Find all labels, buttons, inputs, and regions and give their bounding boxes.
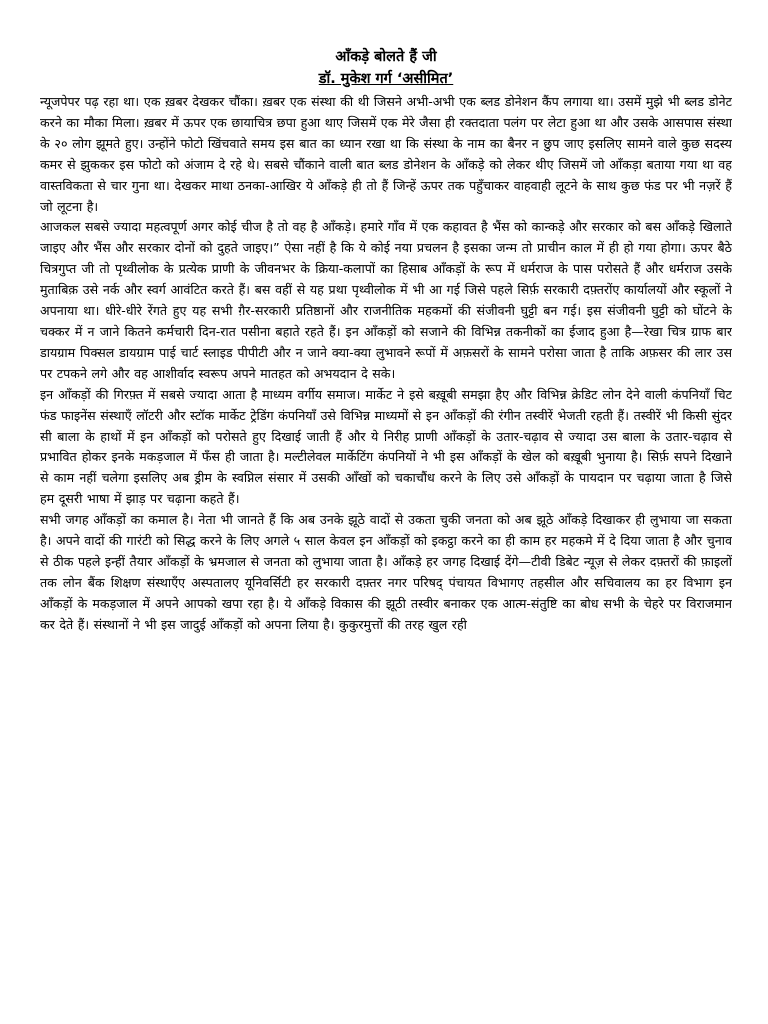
article-title: आँकड़े बोलते हैं जी — [335, 49, 437, 65]
document-page — [40, 46, 732, 966]
paragraph-1: न्यूजपेपर पढ़ रहा था। एक ख़बर देखकर चौंका। ख़बर एक संस्था की थी जिसने अभी-अभी एक ब्लड डोनेशन कैंप लगाया था। उसमें मुझे भी ब्लड डोनेट करने का मौका मिला। ख़बर में ऊपर एक छायाचित्र छपा हुआ थाए जिसमें एक मेरे जैसा ही रक्तदाता पलंग पर लेटा हुआ था और उसके आसपास संस्था के २० लोग झूमते हुए। उन्होंने फोटो खिंचवाते समय इस बात का ध्यान रखा था कि संस्था के नाम का बैनर न छुप जाए इसलिए सामने वाले कुछ सदस्य कमर से झुककर इस फोटो को अंजाम दे रहे थे। सबसे चौंकाने वाली बात ब्लड डोनेशन के आँकड़े को लेकर थीए जिसमें जो आँकड़ा बताया गया था वह वास्तविकता से चार गुना था। देखकर माथा ठनका-आखिर ये आँकड़े ही तो हैं जिन्हें ऊपर तक पहुँचाकर वाहवाही लूटने के साथ कुछ फंड पर भी नज़रें हैं जो लूटना है। — [40, 94, 732, 214]
article-author: डॉ. मुकेश गर्ग ‘असीमित’ — [318, 71, 454, 87]
paragraph-2: आजकल सबसे ज्यादा महत्वपूर्ण अगर कोई चीज है तो वह है आँकड़े। हमारे गाँव में एक कहावत है भैंस को कान्कड़े और सरकार को बस आँकड़े खिलाते जाइए और भैंस और सरकार दोनों को दुहते जाइए।” ऐसा नहीं है कि ये कोई नया प्रचलन है इसका जन्म तो प्राचीन काल में ही हो गया होगा। ऊपर बैठे चित्रगुप्त जी तो पृथ्वीलोक के प्रत्येक प्राणी के जीवनभर के क्रिया-कलापों का हिसाब आँकड़ों के रूप में धर्मराज के पास परोसते हैं और धर्मराज उसके मुताबिक़ उसे नर्क और स्वर्ग आवंटित करते हैं। बस वहीं से यह प्रथा पृथ्वीलोक में भी आ गई जिसे पहले सिर्फ़ सरकारी दफ़्तरोंए कार्यालयों और स्कूलों ने अपनाया था। धीरे-धीरे रेंगते हुए यह सभी ग़ैर-सरकारी प्रतिष्ठानों और राजनीतिक महकमों की संजीवनी घुट्टी बन गई। इस संजीवनी घुट्टी को घोंटने के चक्कर में न जाने कितने कर्मचारी दिन-रात पसीना बहाते रहते हैं। इन आँकड़ों को सजाने की विभिन्न तकनीकों का ईजाद हुआ है—रेखा चित्र ग्राफ बार डायग्राम पिक्सल डायग्राम पाई चार्ट स्लाइड पीपीटी और न जाने क्या-क्या लुभावने रूपों में अफ़सरों के सामने परोसा जाता है ताकि अफ़सर की लार उस पर टपकने लगे और वह आशीर्वाद स्वरूप अपने मातहत को अभयदान दे सके। — [40, 219, 732, 381]
paragraph-3: इन आँकड़ों की गिरफ़्त में सबसे ज्यादा आता है माध्यम वर्गीय समाज। मार्केट ने इसे बख़ूबी समझा हैए और विभिन्न क्रेडिट लोन देने वाली कंपनियाँ चिट फंड फाइनेंस संस्थाएँ लॉटरी और स्टॉक मार्केट ट्रेडिंग कंपनियाँ उसे विभिन्न माध्यमों से इन आँकड़ों की रंगीन तस्वीरें भेजती रहती हैं। तस्वीरें भी किसी सुंदर सी बाला के हाथों में इन आँकड़ों को परोसते हुए दिखाई जाती हैं और ये निरीह प्राणी आँकड़ों के उतार-चढ़ाव से ज्यादा उस बाला के उतार-चढ़ाव से प्रभावित होकर इनके मकड़जाल में फँस ही जाता है। मल्टीलेवल मार्केटिंग कंपनियों ने भी इस आँकड़ों के खेल को बख़ूबी भुनाया है। सिर्फ़ सपने दिखाने से काम नहीं चलेगा इसलिए अब ड्रीम के स्वप्निल संसार में उसकी आँखों को चकाचौंध करने के लिए उसे आँकड़ों के पायदान पर चढ़ाया जाता है जिसे हम दूसरी भाषा में झाड़ पर चढ़ाना कहते हैं। — [40, 386, 732, 507]
paragraph-4: सभी जगह आँकड़ों का कमाल है। नेता भी जानते हैं कि अब उनके झूठे वादों से उकता चुकी जनता को अब झूठे आँकड़े दिखाकर ही लुभाया जा सकता है। अपने वादों की गारंटी को सिद्ध करने के लिए अगले ५ साल केवल इन आँकड़ों को इकट्ठा करने का ही काम हर महकमे में दे दिया जाता है और चुनाव से ठीक पहले इन्हीं तैयार आँकड़ों के भ्रमजाल से जनता को लुभाया जाता है। आँकड़े हर जगह दिखाई देंगे—टीवी डिबेट न्यूज़ से लेकर दफ़्तरों की फ़ाइलों तक लोन बैंक शिक्षण संस्थाएँए अस्पतालए यूनिवर्सिटी हर सरकारी दफ़्तर नगर परिषद् पंचायत विभागए तहसील और सचिवालय का हर विभाग इन आँकड़ों के मकड़जाल में अपने आपको खपा रहा है। ये आँकड़े विकास की झूठी तस्वीर बनाकर एक आत्म-संतुष्टि का बोध सभी के चेहरे पर विराजमान कर देते हैं। संस्थानों ने भी इस जादुई आँकड़ों को अपना लिया है। कुकुरमुत्तों की तरह खुल रही — [40, 512, 732, 632]
